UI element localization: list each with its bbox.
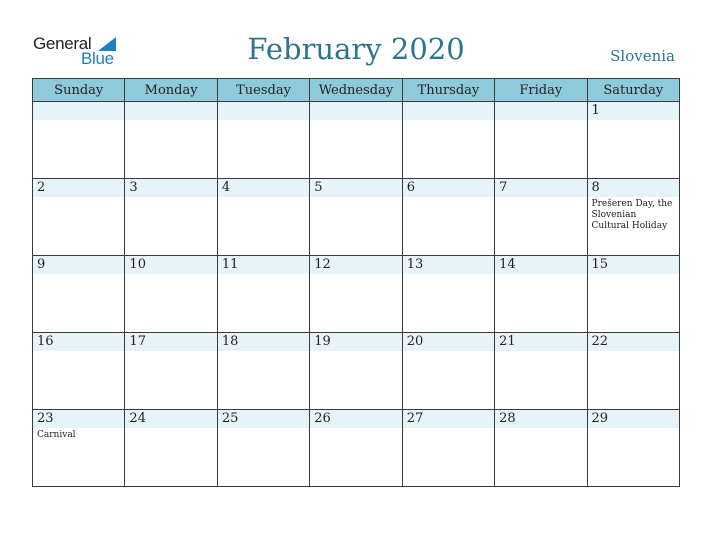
day-cell[interactable]	[495, 333, 587, 410]
day-number: 14	[499, 257, 516, 272]
day-number-band	[588, 410, 679, 428]
day-number-band	[218, 102, 309, 120]
week-row	[33, 102, 680, 179]
day-number: 10	[129, 257, 146, 272]
logo-word-blue: Blue	[81, 49, 114, 68]
day-number-band	[495, 256, 586, 274]
day-number-band	[310, 102, 401, 120]
day-cell[interactable]	[125, 102, 217, 179]
day-cell[interactable]	[217, 256, 309, 333]
day-number-band	[403, 256, 494, 274]
day-number-band	[310, 256, 401, 274]
day-cell[interactable]	[587, 333, 679, 410]
day-cell[interactable]	[495, 179, 587, 256]
day-cell[interactable]	[310, 410, 402, 487]
day-number-band	[218, 179, 309, 197]
day-cell[interactable]	[310, 179, 402, 256]
day-cell[interactable]	[587, 256, 679, 333]
day-cell[interactable]	[402, 410, 494, 487]
day-cell[interactable]	[310, 256, 402, 333]
day-number-band	[310, 179, 401, 197]
day-number: 11	[221, 257, 239, 272]
day-cell[interactable]	[402, 333, 494, 410]
day-number: 22	[591, 334, 609, 349]
day-cell[interactable]	[125, 179, 217, 256]
day-number-band	[310, 410, 401, 428]
weekday-header: Wednesday	[310, 79, 402, 102]
day-cell[interactable]	[125, 333, 217, 410]
day-number: 13	[406, 257, 424, 272]
day-number: 20	[406, 334, 424, 349]
day-number-band	[588, 256, 679, 274]
day-number-band	[495, 410, 586, 428]
day-number-band	[495, 179, 586, 197]
day-number: 25	[221, 411, 239, 426]
day-cell[interactable]	[402, 256, 494, 333]
day-number: 28	[499, 411, 516, 426]
weekday-header: Monday	[125, 79, 217, 102]
day-number: 23	[37, 411, 54, 426]
day-number-band	[125, 256, 216, 274]
day-number-band	[403, 179, 494, 197]
day-number: 29	[591, 411, 609, 426]
day-number: 4	[221, 180, 231, 195]
day-cell[interactable]	[495, 102, 587, 179]
day-number-band	[33, 410, 124, 428]
weekday-header: Friday	[495, 79, 587, 102]
day-number-band	[588, 333, 679, 351]
day-number: 17	[129, 334, 146, 349]
holiday-label: Carnival	[37, 430, 76, 440]
day-cell[interactable]	[33, 179, 125, 256]
day-cell[interactable]	[495, 256, 587, 333]
day-cell[interactable]	[402, 102, 494, 179]
day-cell[interactable]	[495, 410, 587, 487]
day-number: 26	[314, 411, 331, 426]
weekday-header: Tuesday	[217, 79, 309, 102]
week-row	[33, 410, 680, 487]
day-cell[interactable]	[402, 179, 494, 256]
day-cell[interactable]	[217, 333, 309, 410]
day-number: 19	[314, 334, 331, 349]
weekday-header: Sunday	[33, 79, 125, 102]
day-number-band	[310, 333, 401, 351]
day-cell[interactable]	[587, 410, 679, 487]
page-title: February 2020	[247, 32, 465, 66]
day-number-band	[403, 102, 494, 120]
week-row	[33, 256, 680, 333]
day-number-band	[495, 102, 586, 120]
day-number: 21	[499, 334, 516, 349]
day-cell[interactable]	[125, 256, 217, 333]
day-number: 6	[406, 180, 415, 195]
week-row	[33, 333, 680, 410]
day-number-band	[33, 333, 124, 351]
day-cell[interactable]	[217, 179, 309, 256]
day-number: 5	[314, 180, 323, 195]
calendar-grid	[32, 78, 680, 487]
day-cell[interactable]	[33, 410, 125, 487]
day-cell[interactable]	[217, 410, 309, 487]
week-row	[33, 179, 680, 256]
day-number: 27	[406, 411, 424, 426]
day-cell[interactable]	[310, 333, 402, 410]
day-cell[interactable]	[310, 102, 402, 179]
day-cell[interactable]	[217, 102, 309, 179]
day-cell[interactable]	[587, 179, 679, 256]
day-number: 8	[591, 180, 600, 195]
day-number-band	[33, 179, 124, 197]
day-number: 2	[37, 180, 46, 195]
day-number-band	[218, 410, 309, 428]
day-number: 7	[499, 180, 508, 195]
day-number: 24	[129, 411, 146, 426]
country-label: Slovenia	[610, 47, 675, 65]
day-number: 3	[129, 180, 138, 195]
weekday-header: Thursday	[402, 79, 494, 102]
day-cell[interactable]	[33, 256, 125, 333]
day-number-band	[125, 179, 216, 197]
day-number: 9	[37, 257, 46, 272]
day-number-band	[588, 179, 679, 197]
day-number-band	[218, 333, 309, 351]
day-number-band	[125, 410, 216, 428]
day-number-band	[218, 256, 309, 274]
day-number-band	[33, 256, 124, 274]
day-number-band	[588, 102, 679, 120]
holiday-label: Prešeren Day, the Slovenian Cultural Holiday	[591, 199, 673, 231]
weekday-header-row	[33, 79, 680, 102]
day-number: 1	[591, 103, 600, 118]
day-number: 16	[37, 334, 54, 349]
day-cell[interactable]	[33, 102, 125, 179]
day-number-band	[125, 102, 216, 120]
day-number: 12	[314, 257, 331, 272]
day-number-band	[403, 333, 494, 351]
weekday-header: Saturday	[587, 79, 679, 102]
day-cell[interactable]	[33, 333, 125, 410]
day-number-band	[125, 333, 216, 351]
day-cell[interactable]	[587, 102, 679, 179]
day-number-band	[403, 410, 494, 428]
logo-word-general: General	[33, 34, 92, 53]
day-number-band	[33, 102, 124, 120]
day-number-band	[495, 333, 586, 351]
day-number: 18	[221, 334, 239, 349]
day-cell[interactable]	[125, 410, 217, 487]
day-number: 15	[591, 257, 609, 272]
